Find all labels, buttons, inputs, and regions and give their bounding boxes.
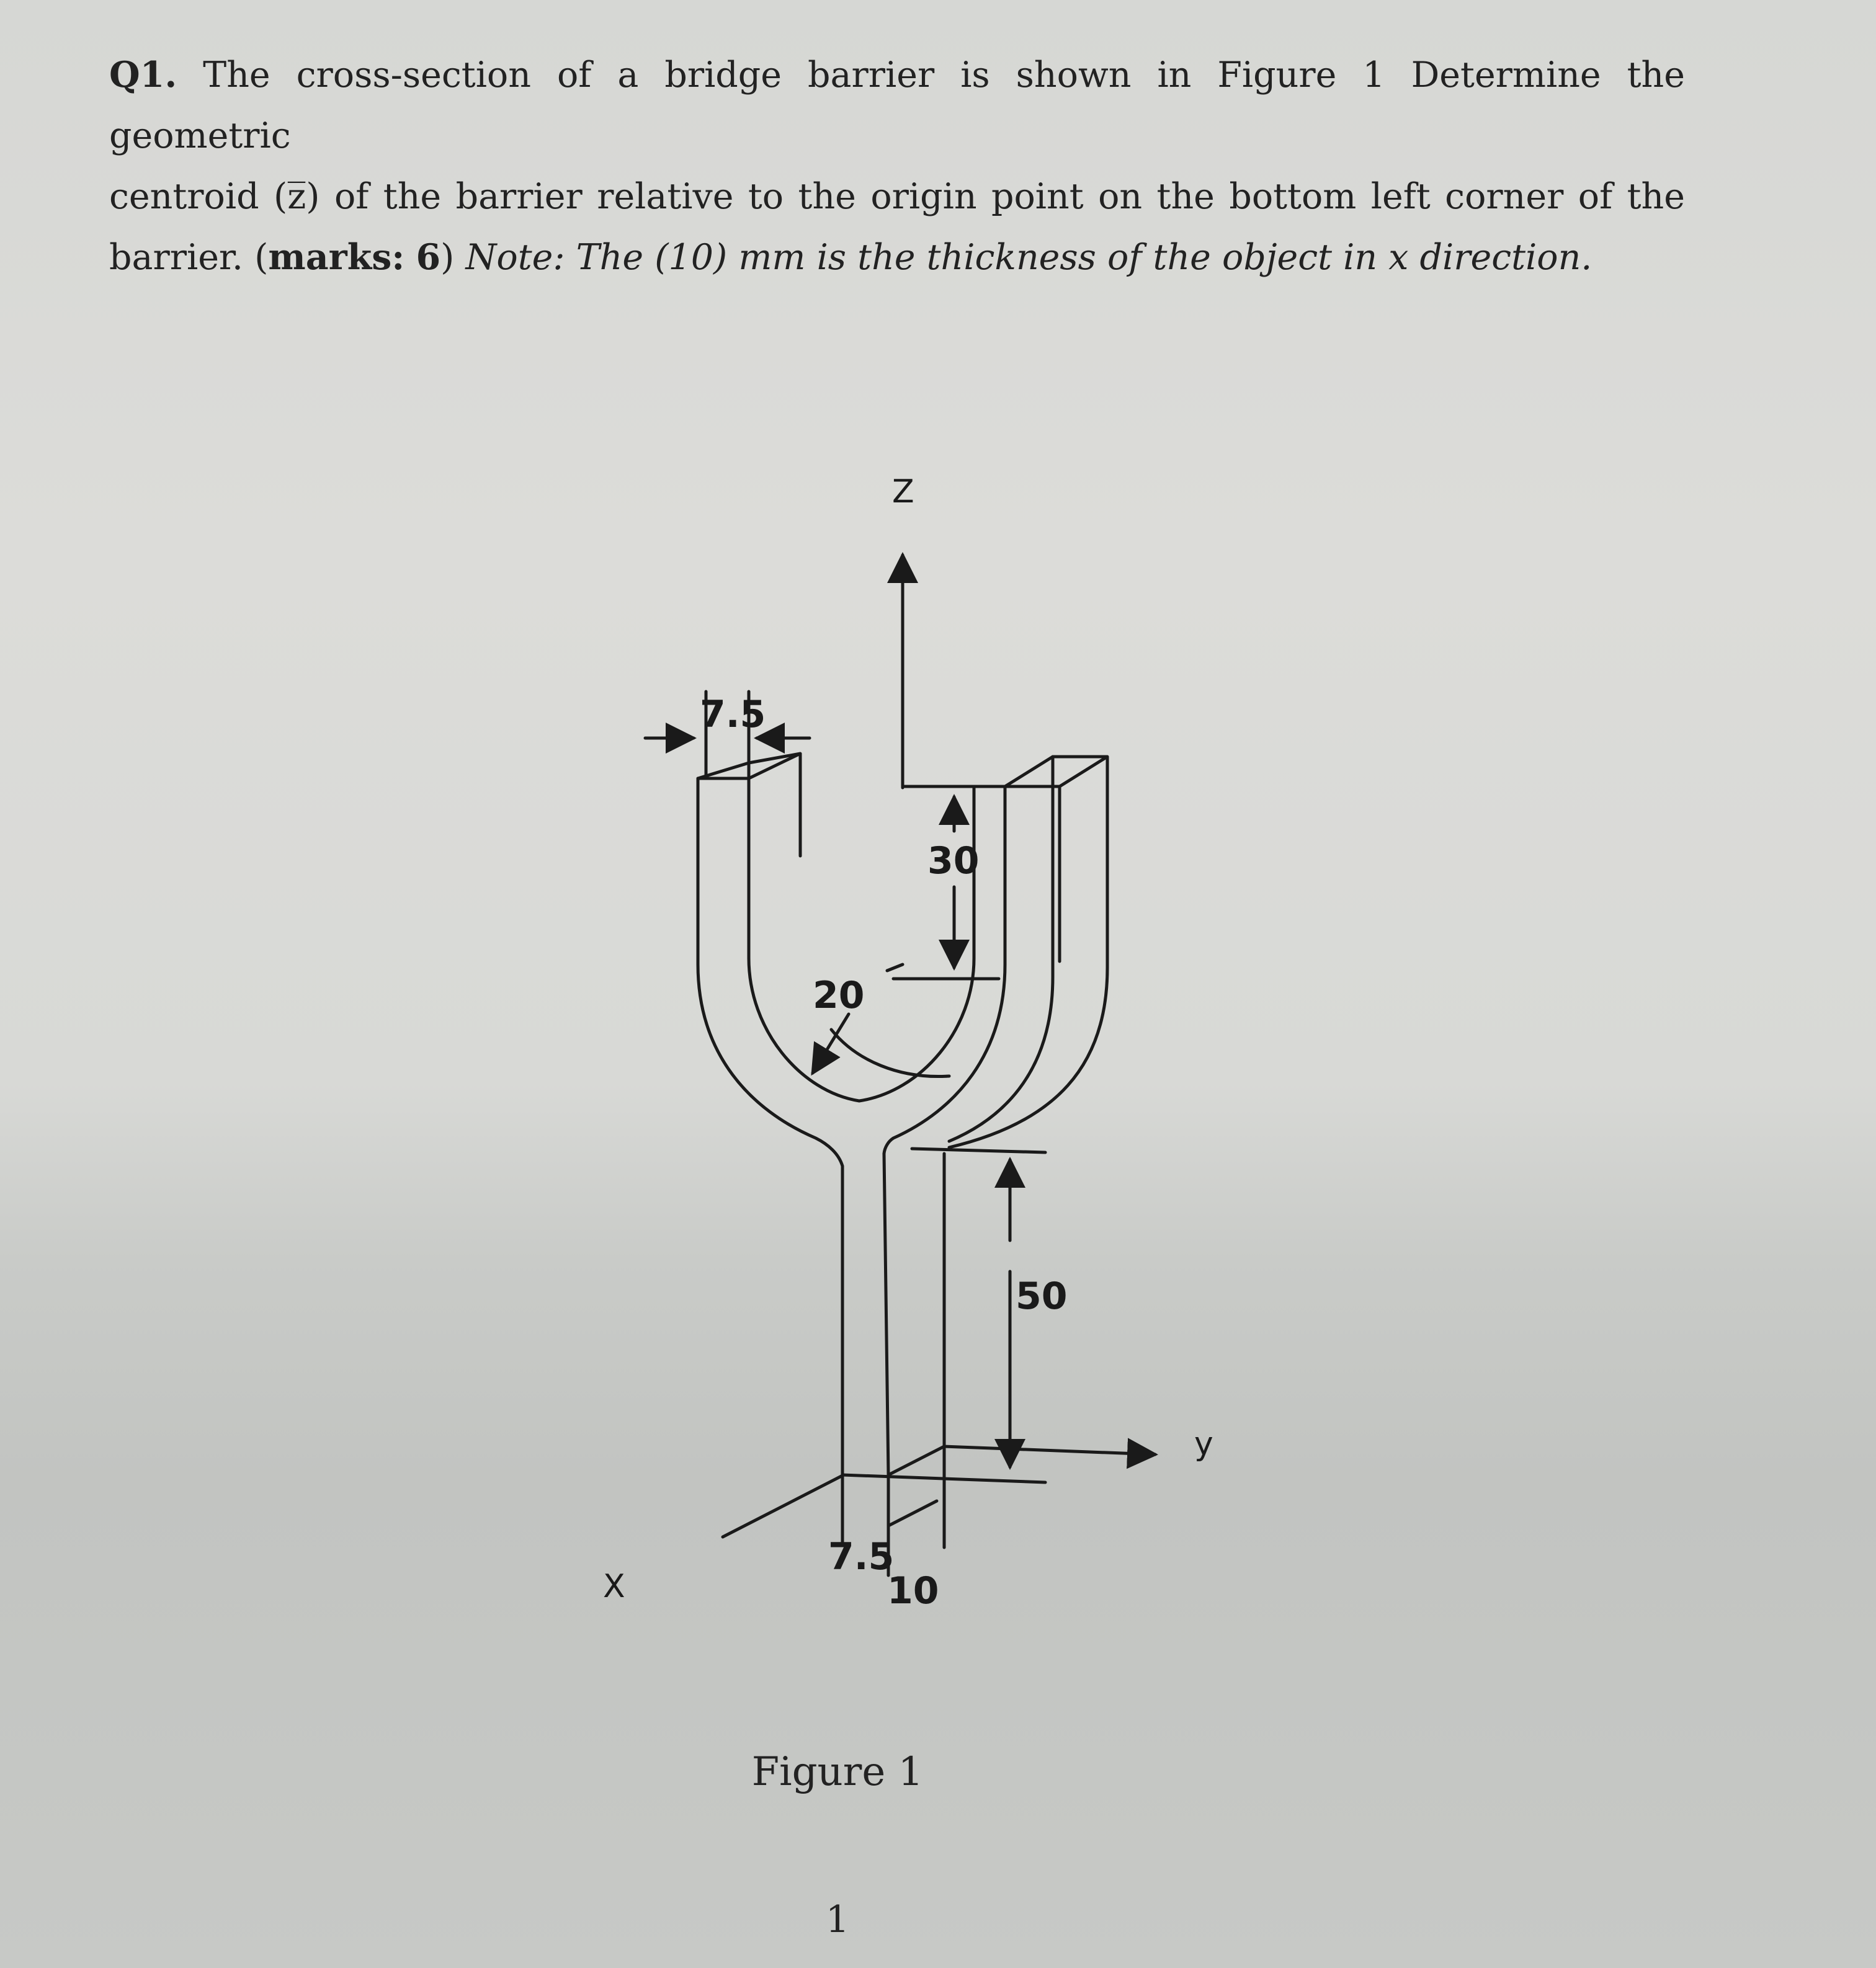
page-number: 1 [825,1898,850,1941]
dim-20-arc [831,1030,949,1077]
stem-front-right [884,1154,888,1475]
barrier-outer-contour [698,778,842,1475]
marks-value: 6 [416,236,441,278]
dim-20-tick [887,964,903,971]
dim-stem-width-label: 7.5 [828,1535,895,1578]
figure-caption: Figure 1 [751,1749,924,1795]
dim-radius-label: 20 [813,974,865,1017]
base-back-link [888,1446,944,1475]
dim-upper-depth-label: 30 [927,839,980,883]
question-number: Q1. [109,54,177,96]
z-axis-label: Z [892,473,914,510]
marks-label: marks: [268,236,405,278]
y-axis-label: y [1194,1425,1213,1463]
barrier-inner-contour [749,763,974,1101]
marks-close: ) [440,237,455,278]
dim-bottom-tick [888,1501,937,1526]
x-axis [723,1475,844,1537]
dim-top-width-label: 7.5 [700,693,766,736]
question-text-c: barrier. [109,237,244,278]
dim-thickness-label: 10 [887,1569,939,1613]
question-note: Note: The (10) mm is the thickness of the object in x direction. [465,237,1592,278]
stem-top-reference [912,1149,1045,1152]
x-axis-label: X [603,1568,625,1605]
question-text-b: centroid (z̅) of the barrier relative to the origin point on the bottom left corner of the [109,176,1685,217]
y-axis [944,1446,1155,1454]
question-text-a: The cross-section of a bridge barrier is shown in Figure 1 Determine the geometric [109,55,1685,156]
marks-open: ( [254,237,269,278]
dim-stem-height-label: 50 [1016,1275,1068,1318]
